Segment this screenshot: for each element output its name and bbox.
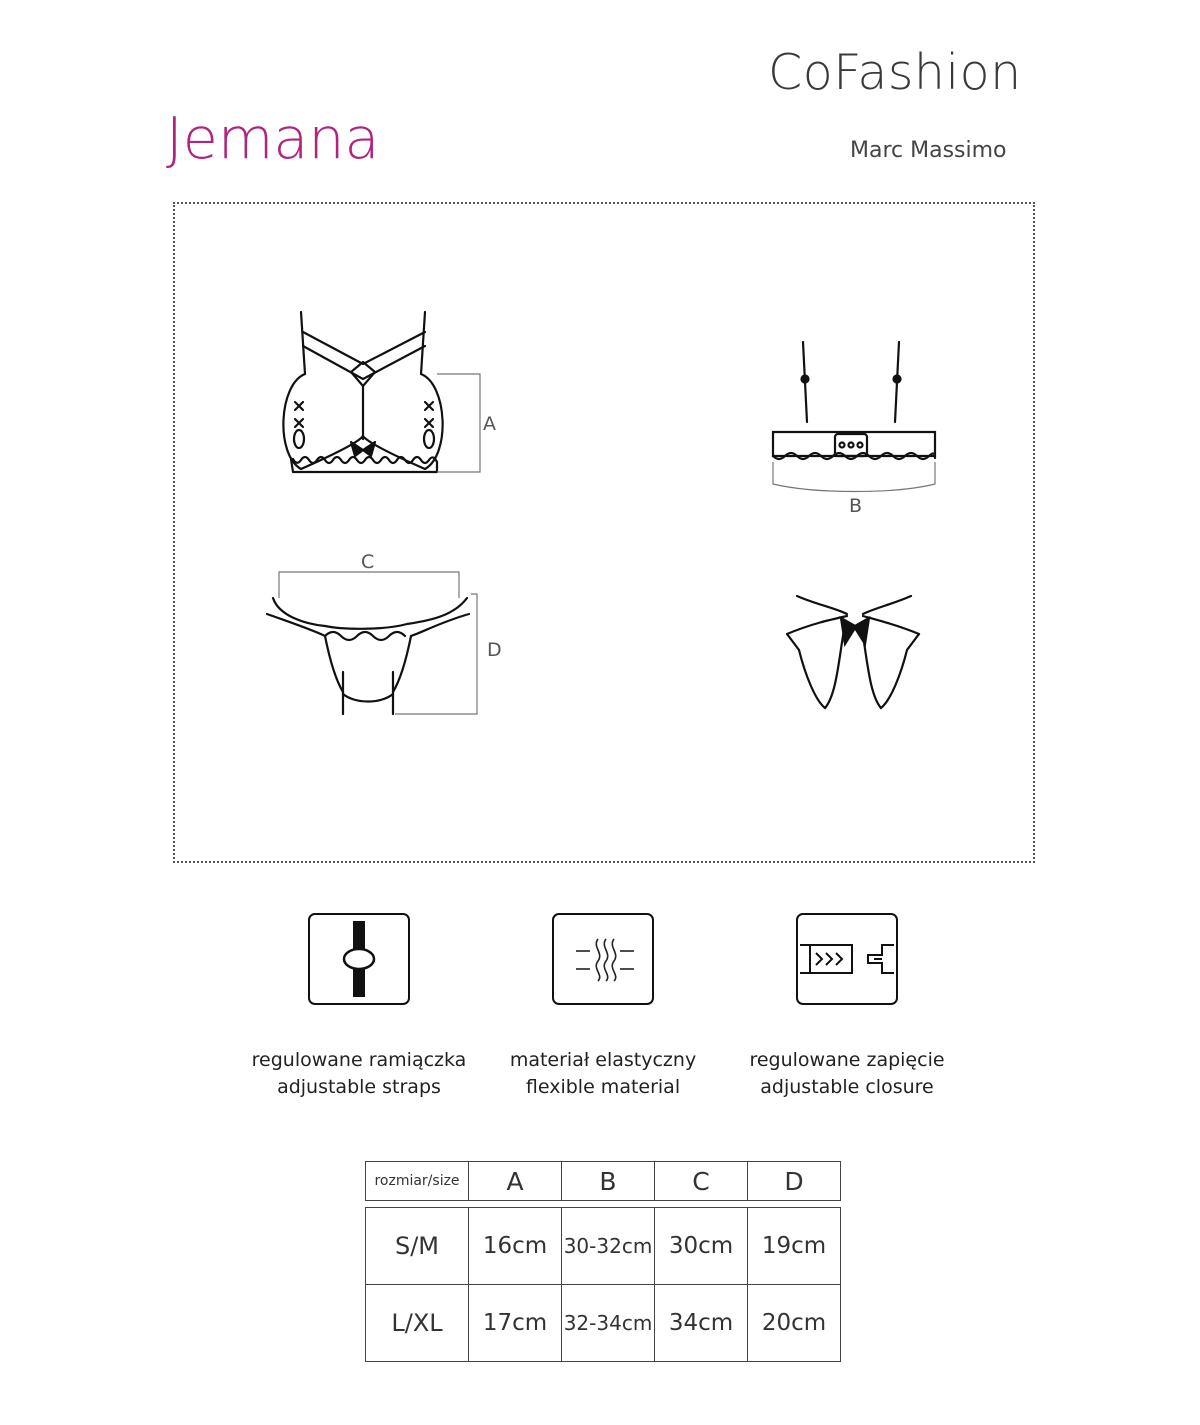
- product-title: Jemana: [166, 106, 380, 172]
- dimension-c-line: [279, 572, 459, 598]
- panty-back-sketch: [787, 596, 919, 708]
- adjustable-strap-icon: [308, 913, 410, 1005]
- technical-sketches: [175, 204, 1035, 863]
- table-cell: 20cm: [748, 1285, 841, 1362]
- column-header-a: A: [469, 1162, 562, 1201]
- feature-label-en: adjustable straps: [277, 1076, 441, 1098]
- dimension-b-label: B: [849, 495, 863, 517]
- table-cell: 34cm: [655, 1285, 748, 1362]
- dimension-c-label: C: [361, 551, 375, 573]
- dimension-d-label: D: [487, 639, 502, 661]
- feature-label-en: adjustable closure: [760, 1076, 934, 1098]
- size-label: S/M: [366, 1208, 469, 1285]
- designer-name: Marc Massimo: [850, 138, 1007, 163]
- size-table-corner: rozmiar/size: [366, 1162, 469, 1201]
- size-table: [365, 1161, 841, 1362]
- feature-label-pl: regulowane zapięcie: [749, 1049, 945, 1071]
- table-cell: 32-34cm: [562, 1285, 655, 1362]
- feature-label-pl: materiał elastyczny: [509, 1049, 697, 1071]
- table-cell: 30cm: [655, 1208, 748, 1285]
- table-cell: 16cm: [469, 1208, 562, 1285]
- dimension-a-label: A: [483, 413, 496, 435]
- adjustable-closure-icon: [796, 913, 898, 1005]
- brand-logo: CoFashion: [768, 44, 1022, 101]
- dimension-b-line: [773, 462, 935, 492]
- column-header-b: B: [562, 1162, 655, 1201]
- table-row: [366, 1208, 841, 1285]
- table-cell: 19cm: [748, 1208, 841, 1285]
- column-header-d: D: [748, 1162, 841, 1201]
- panty-front-sketch: [267, 598, 469, 714]
- feature-label-en: flexible material: [525, 1076, 681, 1098]
- table-row: [366, 1285, 841, 1362]
- feature-adjustable-closure: [697, 913, 997, 1101]
- column-header-c: C: [655, 1162, 748, 1201]
- elastic-material-icon: [552, 913, 654, 1005]
- feature-label-pl: regulowane ramiączka: [251, 1049, 467, 1071]
- table-cell: 30-32cm: [562, 1208, 655, 1285]
- feature-list: [0, 913, 1200, 1113]
- table-cell: 17cm: [469, 1285, 562, 1362]
- bra-back-sketch: [773, 342, 935, 459]
- bra-front-sketch: [283, 312, 442, 472]
- size-label: L/XL: [366, 1285, 469, 1362]
- size-table-header: [366, 1162, 841, 1201]
- sketch-panel: [173, 202, 1035, 863]
